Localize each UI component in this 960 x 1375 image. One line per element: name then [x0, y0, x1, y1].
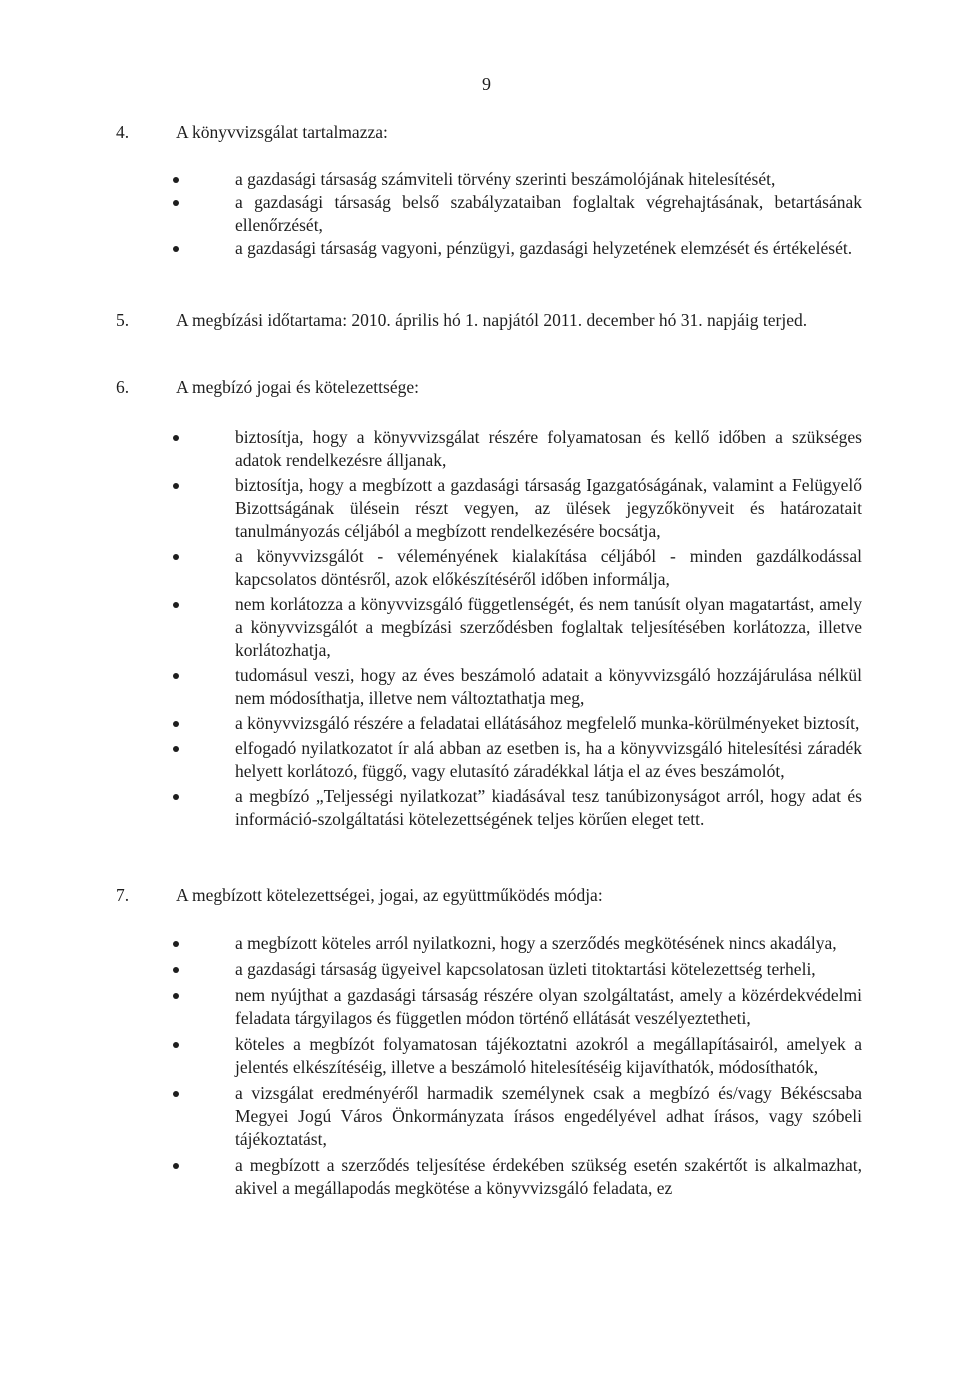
section-5	[116, 309, 862, 332]
bullet-icon	[173, 721, 179, 727]
list-item: a gazdasági társaság ügyeivel kapcsolatosan üzleti titoktartási kötelezettség terheli,	[235, 958, 862, 981]
section-number: 5.	[116, 310, 130, 330]
list-item: a könyvvizsgálót - véleményének kialakítása céljából - minden gazdálkodással kapcsolatos döntésről, azok előkészítéséről időben informálja,	[235, 545, 862, 591]
list-item: tudomásul veszi, hogy az éves beszámoló adatait a könyvvizsgáló hozzájárulása nélkül nem módosíthatja, illetve nem változtathatja meg,	[235, 664, 862, 710]
bullet-icon	[173, 200, 179, 206]
bullet-icon	[173, 794, 179, 800]
bullet-icon	[173, 941, 179, 947]
list-item: nem korlátozza a könyvvizsgáló függetlenségét, és nem tanúsít olyan magatartást, amely a könyvvizsgálót a megbízási szerződésben foglaltak teljesítésében korlátozza, illetve korlátozhatja,	[235, 593, 862, 662]
bullet-icon	[173, 483, 179, 489]
list-item: a megbízott a szerződés teljesítése érdekében szükség esetén szakértőt is alkalmazhat, akivel a megállapodás megkötése a könyvvizsgáló feladata, ez	[235, 1154, 862, 1200]
section-title: A megbízási időtartama: 2010. április hó 1. napjától 2011. december hó 31. napjáig terjed.	[176, 310, 808, 330]
list-item: a gazdasági társaság vagyoni, pénzügyi, gazdasági helyzetének elemzését és értékelését.	[235, 237, 862, 260]
section-heading	[116, 121, 862, 144]
section-7	[116, 884, 862, 1200]
section-heading	[116, 309, 862, 332]
section-title: A megbízó jogai és kötelezettsége:	[176, 377, 419, 397]
list-item: a könyvvizsgáló részére a feladatai ellátásához megfelelő munka-körülményeket biztosít,	[235, 712, 862, 735]
bullet-icon	[173, 554, 179, 560]
bullet-icon	[173, 967, 179, 973]
bullet-icon	[173, 1042, 179, 1048]
bullet-list	[116, 932, 862, 1200]
bullet-icon	[173, 177, 179, 183]
list-item: a gazdasági társaság számviteli törvény szerinti beszámolójának hitelesítését,	[235, 168, 862, 191]
bullet-list	[116, 426, 862, 831]
list-item: a gazdasági társaság belső szabályzataiban foglaltak végrehajtásának, betartásának ellenőrzését,	[235, 191, 862, 237]
bullet-icon	[173, 602, 179, 608]
bullet-icon	[173, 1091, 179, 1097]
list-item: biztosítja, hogy a megbízott a gazdasági társaság Igazgatóságának, valamint a Felügyelő Bizottságának ülésein részt vegyen, az ülések jegyzőkönyveit és határozatait tanulmányozás céljából a megbízott rendelkezésére bocsátja,	[235, 474, 862, 543]
list-item: elfogadó nyilatkozatot ír alá abban az esetben is, ha a könyvvizsgáló hitelesítési záradék helyett korlátozó, függő, vagy elutasító záradékkal látja el az éves beszámolót,	[235, 737, 862, 783]
list-item: a megbízó „Teljességi nyilatkozat” kiadásával tesz tanúbizonyságot arról, hogy adat és információ-szolgáltatási kötelezettségének teljes körűen eleget tett.	[235, 785, 862, 831]
bullet-icon	[173, 1163, 179, 1169]
list-item: a megbízott köteles arról nyilatkozni, hogy a szerződés megkötésének nincs akadálya,	[235, 932, 862, 955]
bullet-icon	[173, 673, 179, 679]
section-title: A könyvvizsgálat tartalmazza:	[176, 122, 388, 142]
page-number: 9	[482, 74, 491, 94]
bullet-list	[116, 168, 862, 260]
section-heading	[116, 376, 862, 399]
bullet-icon	[173, 746, 179, 752]
section-6	[116, 376, 862, 831]
list-item: nem nyújthat a gazdasági társaság részére olyan szolgáltatást, amely a közérdekvédelmi feladata tárgyilagos és független módon történő ellátását veszélyeztetheti,	[235, 984, 862, 1030]
bullet-icon	[173, 993, 179, 999]
section-number: 4.	[116, 122, 130, 142]
list-item: biztosítja, hogy a könyvvizsgálat részére folyamatosan és kellő időben a szükséges adatok rendelkezésre álljanak,	[235, 426, 862, 472]
section-title: A megbízott kötelezettségei, jogai, az együttműködés módja:	[176, 885, 603, 905]
bullet-icon	[173, 246, 179, 252]
section-number: 6.	[116, 377, 130, 397]
bullet-icon	[173, 435, 179, 441]
section-heading	[116, 884, 862, 907]
list-item: a vizsgálat eredményéről harmadik személynek csak a megbízó és/vagy Békéscsaba Megyei Jogú Város Önkormányzata írásos engedélyével adhat írásos, vagy szóbeli tájékoztatást,	[235, 1082, 862, 1151]
section-4	[116, 121, 862, 260]
section-number: 7.	[116, 885, 130, 905]
list-item: köteles a megbízót folyamatosan tájékoztatni azokról a megállapításairól, amelyek a jelentés elkészítéséig, illetve a beszámoló hitelesítéséig kijavíthatók, módosíthatók,	[235, 1033, 862, 1079]
